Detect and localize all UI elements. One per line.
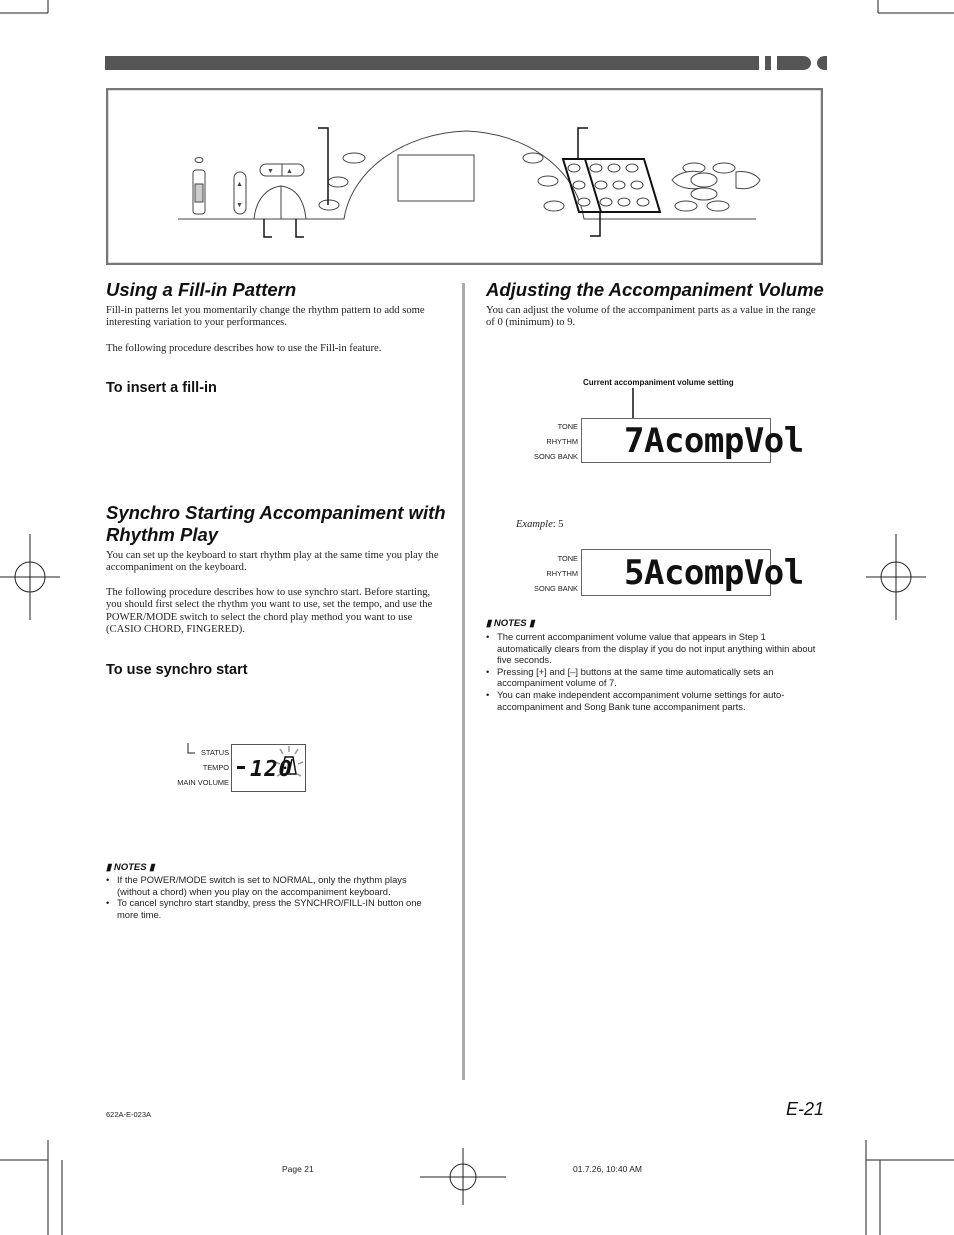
list-item: • The current accompaniment volume value that appears in Step 1 automatically clears from the display if you do not input anything within about five seconds. <box>486 631 822 666</box>
svg-text:▼: ▼ <box>267 168 274 175</box>
synchro-procedure-intro: The following procedure describes how to use synchro start. Before starting, you should first select the rhythm you want to use, set the tempo, and use the POWER/MODE switch to select the chord play method you want to use (CASIO CHORD, FINGERED). <box>106 587 433 635</box>
document-code: 622A-E-023A <box>106 1110 152 1119</box>
left-notes-label: NOTES <box>113 862 147 873</box>
lcd1-text: 7AcompVol <box>624 421 804 461</box>
accomp-volume-lcd-example <box>581 549 804 596</box>
accomp-volume-title: Adjusting the Accompaniment Volume <box>486 279 824 300</box>
volume-callout-label: Current accompaniment volume setting <box>583 378 734 387</box>
list-item: • You can make independent accompaniment volume settings for auto-accompaniment and Song Bank tune accompaniment parts. <box>486 689 822 712</box>
lcd-label-status: STATUS <box>200 748 229 757</box>
example-word: Example <box>516 519 553 530</box>
synchro-title <box>106 502 456 546</box>
lcd2-label-rhythm: RHYTHM <box>546 569 578 578</box>
example-label <box>516 519 564 530</box>
accomp-volume-lcd-current <box>581 418 804 463</box>
fill-in-title: Using a Fill-in Pattern <box>106 279 297 300</box>
svg-text:▼: ▼ <box>236 202 243 209</box>
fill-in-intro: Fill-in patterns let you momentarily change the rhythm pattern to add some interesting variation to your performances. <box>106 305 425 329</box>
lcd-label-main-volume: MAIN VOLUME <box>177 778 229 787</box>
page-number: E-21 <box>786 1099 825 1119</box>
svg-text:▲: ▲ <box>286 168 293 175</box>
synchro-title-line1: Synchro Starting Accompaniment with <box>106 502 446 523</box>
column-divider <box>462 283 465 1080</box>
lcd1-label-song-bank: SONG BANK <box>534 452 578 461</box>
right-notes-list <box>486 631 822 712</box>
right-notes-heading: ▮ NOTES ▮ <box>486 618 535 629</box>
svg-text:▲: ▲ <box>236 181 243 188</box>
lcd2-text: 5AcompVol <box>624 553 804 593</box>
list-item: • To cancel synchro start standby, press the SYNCHRO/FILL-IN button one more time. <box>106 897 442 920</box>
synchro-title-line2: Rhythm Play <box>106 524 219 545</box>
list-item: • Pressing [+] and [–] buttons at the same time automatically sets an accompaniment volume of 7. <box>486 666 822 689</box>
example-value: : 5 <box>552 519 564 530</box>
lcd2-label-song-bank: SONG BANK <box>534 584 578 593</box>
print-timestamp: 01.7.26, 10:40 AM <box>573 1164 642 1174</box>
page-label: Page 21 <box>282 1164 314 1174</box>
lcd-label-tempo: TEMPO <box>202 763 229 772</box>
keyboard-panel-diagram <box>106 88 823 265</box>
lcd1-label-tone: TONE <box>557 422 578 431</box>
insert-fill-in-heading: To insert a fill-in <box>106 380 217 396</box>
right-notes-label: NOTES <box>493 618 527 629</box>
synchro-intro: You can set up the keyboard to start rhythm play at the same time you play the accompaniment on the keyboard. <box>106 550 439 574</box>
accomp-volume-intro: You can adjust the volume of the accompaniment parts as a value in the range of 0 (minimum) to 9. <box>486 305 816 329</box>
header-bar <box>105 54 827 72</box>
lcd1-label-rhythm: RHYTHM <box>546 437 578 446</box>
lcd2-label-tone: TONE <box>557 554 578 563</box>
fill-in-procedure-intro: The following procedure describes how to use the Fill-in feature. <box>106 343 382 354</box>
list-item: • If the POWER/MODE switch is set to NORMAL, only the rhythm plays (without a chord) when you play on the accompaniment keyboard. <box>106 874 442 897</box>
lcd-tempo-value: 120 <box>250 757 293 782</box>
left-notes-heading: ▮ NOTES ▮ <box>106 862 155 873</box>
use-synchro-heading: To use synchro start <box>106 662 248 678</box>
left-notes-list <box>106 874 442 920</box>
